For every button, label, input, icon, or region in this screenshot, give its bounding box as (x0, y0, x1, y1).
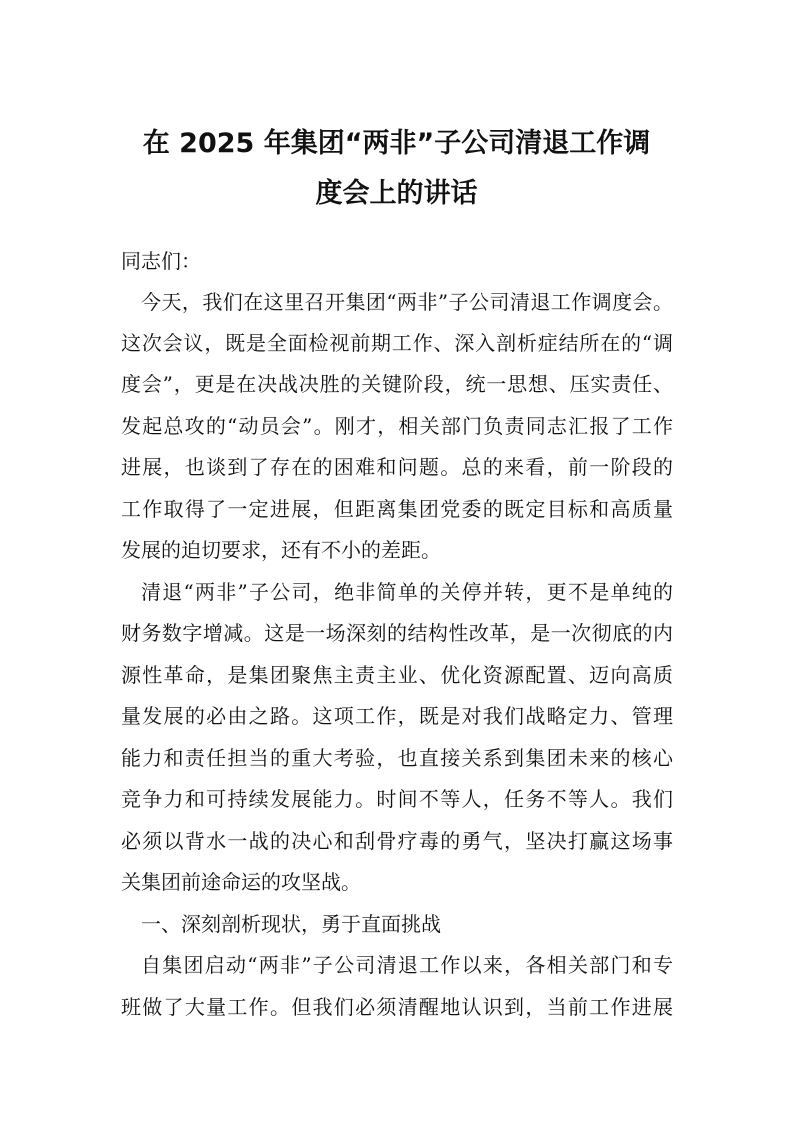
body-line: 清退“两非”子公司，绝非简单的关停并转，更不是单纯的 (141, 580, 673, 604)
section-heading: 一、深刻剖析现状，勇于直面挑战 (141, 912, 441, 936)
body-line: 能力和责任担当的重大考验，也直接关系到集团未来的核心 (121, 746, 673, 770)
document-title-line-2: 度会上的讲话 (315, 178, 478, 209)
body-line: 关集团前途命运的攻坚战。 (121, 870, 361, 894)
body-line: 财务数字增减。这是一场深刻的结构性改革，是一次彻底的内 (121, 621, 673, 645)
body-line: 工作取得了一定进展，但距离集团党委的既定目标和高质量 (121, 497, 673, 521)
body-line: 度会”，更是在决战决胜的关键阶段，统一思想、压实责任、 (121, 372, 673, 396)
body-line: 必须以背水一战的决心和刮骨疗毒的勇气，坚决打赢这场事 (121, 829, 673, 853)
body-line: 量发展的必由之路。这项工作，既是对我们战略定力、管理 (121, 704, 673, 728)
body-line: 发展的迫切要求，还有不小的差距。 (121, 538, 441, 562)
salutation: 同志们： (121, 249, 201, 273)
body-line: 发起总攻的“动员会”。刚才，相关部门负责同志汇报了工作 (121, 414, 673, 438)
body-line: 源性革命，是集团聚焦主责主业、优化资源配置、迈向高质 (121, 663, 673, 687)
body-line: 班做了大量工作。但我们必须清醒地认识到，当前工作进展 (121, 995, 673, 1019)
document-title-line-1: 在 2025 年集团“两非”子公司清退工作调 (142, 128, 651, 159)
body-line: 自集团启动“两非”子公司清退工作以来，各相关部门和专 (141, 953, 673, 977)
body-line: 这次会议，既是全面检视前期工作、深入剖析症结所在的“调 (121, 331, 673, 355)
body-line: 竞争力和可持续发展能力。时间不等人，任务不等人。我们 (121, 787, 673, 811)
body-line: 进展，也谈到了存在的困难和问题。总的来看，前一阶段的 (121, 455, 673, 479)
body-line: 今天，我们在这里召开集团“两非”子公司清退工作调度会。 (141, 290, 673, 314)
